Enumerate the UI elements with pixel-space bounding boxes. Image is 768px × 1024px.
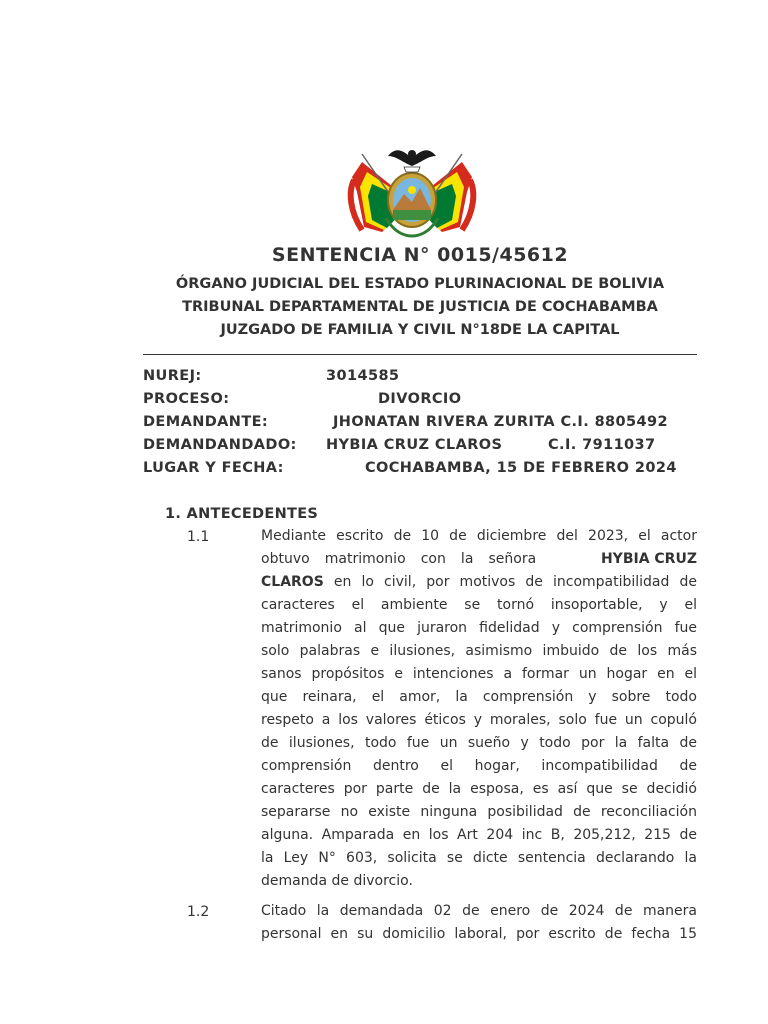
demandada-surname-bold: CLAROS [261,574,324,590]
demandante-value: JHONATAN RIVERA ZURITA C.I. 8805492 [333,414,668,430]
paragraph-line: que reinara, el amor, la comprensión y sobre todo [261,689,697,705]
demandante-label: DEMANDANTE: [143,414,269,430]
item-number: 1.2 [187,904,210,920]
paragraph-line: separarse no existe ninguna posibilidad de reconciliación [261,804,697,820]
proceso-value: DIVORCIO [378,391,462,407]
paragraph-line: sanos propósitos e intenciones a formar un hogar en el [261,666,697,682]
paragraph-line: de ilusiones, todo fue un sueño y todo por la falta de [261,735,697,751]
item-paragraph [261,525,697,893]
paragraph-text: en lo civil, por motivos de incompatibilidad de [323,574,697,590]
paragraph-line: comprensión dentro el hogar, incompatibilidad de [261,758,697,774]
paragraph-line: demanda de divorcio. [261,873,413,889]
proceso-label: PROCESO: [143,391,230,407]
nurej-label: NUREJ: [143,368,202,384]
paragraph-line: personal en su domicilio laboral, por escrito de fecha 15 [261,926,697,942]
paragraph-line: Mediante escrito de 10 de diciembre del 2023, el actor [261,528,697,544]
paragraph-line: respeto a los valores éticos y morales, solo fue un copuló [261,712,697,728]
paragraph-line: Citado la demandada 02 de enero de 2024 de manera [261,903,697,919]
paragraph-line: solo palabras e ilusiones, asimismo imbuido de los más [261,643,697,659]
org-line-tribunal: TRIBUNAL DEPARTAMENTAL DE JUSTICIA DE COCHABAMBA [182,299,658,315]
item-paragraph [261,900,697,946]
demandada-name-bold: HYBIA CRUZ [600,551,697,567]
bolivia-coat-of-arms-icon [342,132,482,242]
demandado-ci: C.I. 7911037 [548,437,656,453]
paragraph-line: alguna. Amparada en los Art 204 inc B, 205,212, 215 de [261,827,697,843]
paragraph-line [261,571,697,594]
paragraph-line: caracteres por parte de la esposa, es así que se decidió [261,781,697,797]
header-divider [143,354,697,355]
section-heading-antecedentes: 1. ANTECEDENTES [165,506,319,522]
lugar-fecha-value: COCHABAMBA, 15 DE FEBRERO 2024 [365,460,677,476]
paragraph-line [261,548,697,571]
paragraph-line: matrimonio al que juraron fidelidad y comprensión fue [261,620,697,636]
paragraph-line: la Ley N° 603, solicita se dicte sentencia declarando la [261,850,697,866]
lugar-fecha-label: LUGAR Y FECHA: [143,460,284,476]
org-line-judicial: ÓRGANO JUDICIAL DEL ESTADO PLURINACIONAL DE BOLIVIA [175,276,665,292]
item-number: 1.1 [187,529,210,545]
demandado-label: DEMANDANDADO: [143,437,297,453]
demandado-name: HYBIA CRUZ CLAROS [326,437,503,453]
org-line-juzgado: JUZGADO DE FAMILIA Y CIVIL N°18DE LA CAPITAL [220,322,620,338]
paragraph-text: obtuvo matrimonio con la señora [261,551,537,567]
paragraph-line: caracteres el ambiente se tornó insoportable, y el [261,597,697,613]
nurej-value: 3014585 [326,368,400,384]
sentence-title: SENTENCIA N° 0015/45612 [271,244,569,266]
